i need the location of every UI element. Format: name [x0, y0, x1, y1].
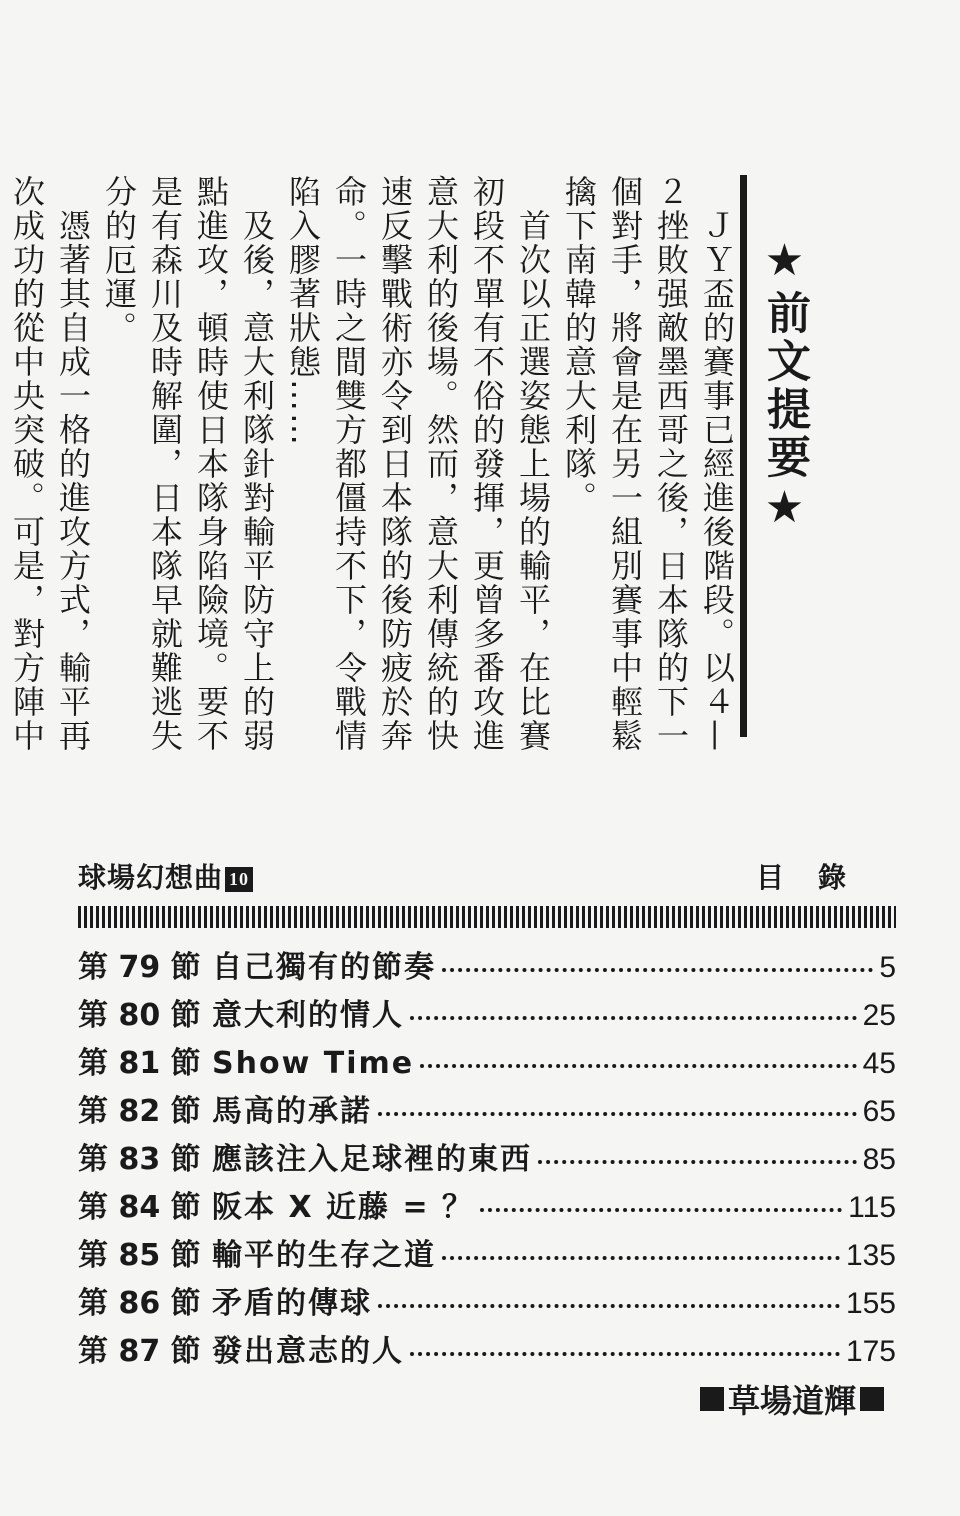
summary-paragraph: 首次以正選姿態上場的輸平，在比賽初段不單有不俗的發揮，更曾多番攻進意大利的後場。然而，意大利傳統的快速反擊戰術亦令到日本隊的後防疲於奔命。一時之間雙方都僵持不下，令戰情陷入膠著狀態…… [284, 175, 552, 753]
toc-entry[interactable] [78, 1086, 896, 1130]
decorative-stripe [78, 906, 896, 928]
page-number: 85 [862, 1143, 896, 1176]
toc-entry[interactable] [78, 1182, 896, 1226]
chapter-title: 自己獨有的節奏 [212, 950, 436, 985]
leader-dots [538, 1160, 857, 1164]
summary-paragraph: ＪＹ盃的賽事已經進後階段。以４—２挫敗强敵墨西哥之後，日本隊的下一個對手，將會是在另一組別賽事中輕鬆擒下南韓的意大利隊。 [560, 175, 736, 753]
chapter-number: 第 80 節 [78, 998, 201, 1033]
volume-badge: 10 [225, 867, 253, 892]
leader-dots [442, 1256, 840, 1260]
page-number: 115 [848, 1191, 896, 1224]
chapter-title: 輸平的生存之道 [212, 1238, 436, 1273]
leader-dots [442, 968, 873, 972]
summary-paragraph: 及後，意大利隊針對輸平防守上的弱點進攻，頓時使日本隊身陷險境。要不是有森川及時解圍，日本隊早就難逃失分的厄運。 [100, 175, 276, 753]
leader-dots [410, 1352, 840, 1356]
book-title-text: 球場幻想曲 [78, 861, 224, 894]
chapter-number: 第 83 節 [78, 1142, 201, 1177]
toc-label: 目錄 [755, 861, 880, 894]
page-number: 25 [862, 999, 896, 1032]
chapter-title: 馬高的承諾 [212, 1094, 372, 1129]
author-credit [700, 1376, 884, 1422]
summary-heading [740, 175, 850, 755]
chapter-number: 第 84 節 [78, 1190, 201, 1225]
toc-entry[interactable] [78, 1230, 896, 1274]
page-number: 65 [862, 1095, 896, 1128]
chapter-number: 第 79 節 [78, 950, 201, 985]
chapter-number: 第 86 節 [78, 1286, 201, 1321]
summary-title: ★前文提要★ [759, 235, 810, 537]
chapter-number: 第 85 節 [78, 1238, 201, 1273]
summary-body [0, 175, 740, 755]
author-name: 草場道輝 [727, 1382, 856, 1420]
page-number: 135 [845, 1239, 896, 1272]
toc-entry[interactable] [78, 990, 896, 1034]
page-number: 45 [862, 1047, 896, 1080]
toc-entry[interactable] [78, 1326, 896, 1370]
toc-entry[interactable] [78, 1278, 896, 1322]
chapter-number: 第 87 節 [78, 1334, 201, 1369]
toc-entry[interactable] [78, 942, 896, 986]
chapter-title: 發出意志的人 [212, 1334, 404, 1369]
square-ornament-icon [700, 1387, 724, 1411]
leader-dots [378, 1112, 857, 1116]
leader-dots [420, 1064, 857, 1068]
square-ornament-icon [860, 1387, 884, 1411]
chapter-title: 應該注入足球裡的東西 [212, 1142, 532, 1177]
leader-dots [410, 1016, 857, 1020]
toc-entry[interactable] [78, 1038, 896, 1082]
leader-dots [480, 1208, 842, 1212]
story-summary [8, 175, 850, 755]
chapter-number: 第 82 節 [78, 1094, 201, 1129]
book-title [78, 856, 253, 896]
heading-bar [740, 175, 747, 737]
chapter-title: 阪本 X 近藤 = ？ [212, 1190, 475, 1225]
chapter-title: Show Time [212, 1046, 415, 1081]
leader-dots [378, 1304, 840, 1308]
chapter-number: 第 81 節 [78, 1046, 201, 1081]
chapter-title: 矛盾的傳球 [212, 1286, 372, 1321]
toc-entry[interactable] [78, 1134, 896, 1178]
summary-paragraph: 憑著其自成一格的進攻方式，輸平再次成功的從中央突破。可是，對方陣中 [8, 175, 92, 753]
toc-header [78, 856, 898, 896]
chapter-title: 意大利的情人 [212, 998, 404, 1033]
page-number: 175 [845, 1335, 896, 1368]
page-number: 5 [879, 951, 896, 984]
page-number: 155 [845, 1287, 896, 1320]
